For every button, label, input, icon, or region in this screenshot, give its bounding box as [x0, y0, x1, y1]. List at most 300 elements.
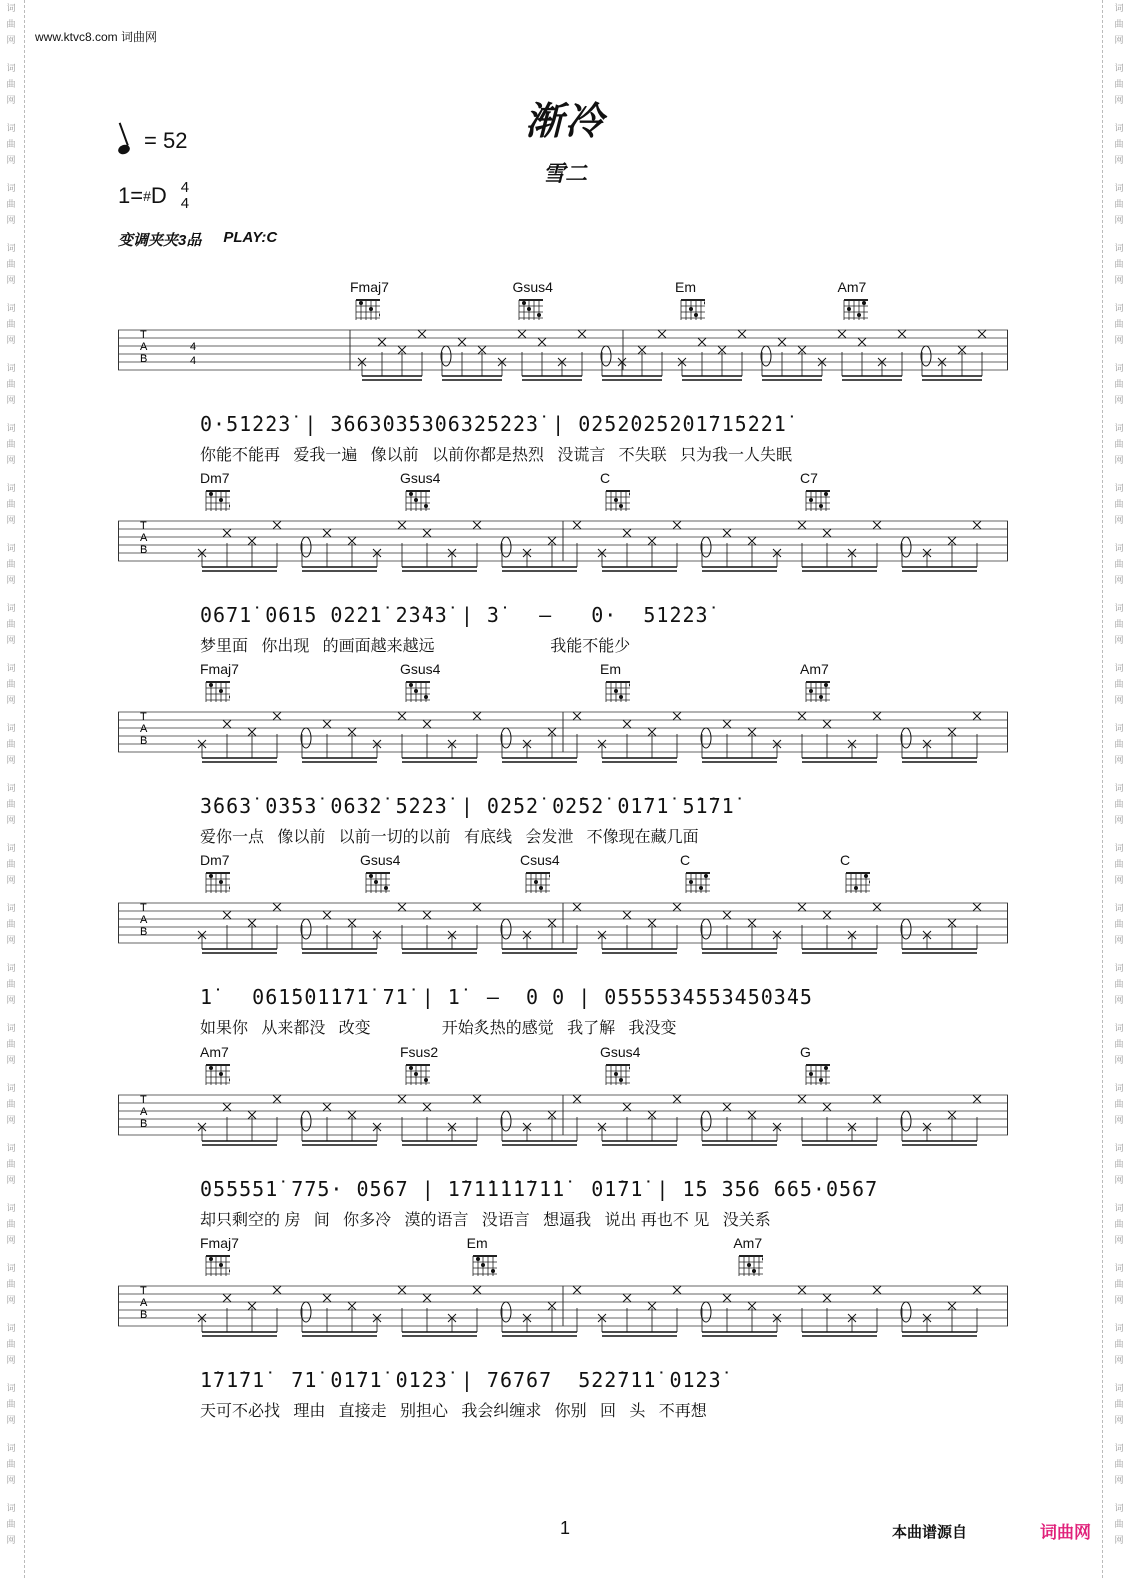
side-watermark-char: 曲	[6, 619, 16, 629]
tab-letter: A	[140, 532, 148, 544]
chord-diagram-icon	[842, 296, 868, 320]
side-watermark-char: 网	[1114, 1355, 1124, 1365]
tab-note-chord	[701, 1302, 711, 1322]
tab-staff	[118, 322, 1018, 422]
tab-staff	[118, 513, 1018, 613]
chord-diagram-icon	[604, 1061, 630, 1085]
side-watermark-char: 网	[6, 815, 16, 825]
side-watermark-group	[1114, 960, 1123, 1008]
side-watermark-char: 词	[6, 663, 16, 673]
tab-note-chord	[301, 1111, 311, 1131]
side-watermark-char: 网	[6, 1355, 16, 1365]
side-watermark-group	[6, 1200, 15, 1248]
side-watermark-group	[1114, 840, 1123, 888]
chord-name: C	[680, 852, 691, 868]
side-watermark-char: 词	[1114, 543, 1124, 553]
tab-note-chord	[301, 1302, 311, 1322]
side-watermark-char: 网	[1114, 95, 1124, 105]
side-watermark-group	[6, 1080, 15, 1128]
tab-note-chord	[701, 1111, 711, 1131]
side-watermark-char: 词	[6, 3, 16, 13]
tab-note-chord	[901, 1302, 911, 1322]
side-watermark-char: 词	[1114, 1503, 1124, 1513]
side-watermark-char: 词	[1114, 1263, 1124, 1273]
chord-name: Em	[600, 661, 621, 677]
side-watermark-char: 曲	[1114, 1399, 1124, 1409]
side-watermark-group	[1114, 900, 1123, 948]
side-watermark-group	[6, 240, 15, 288]
side-watermark-char: 曲	[6, 979, 16, 989]
chord-name: Am7	[200, 1044, 229, 1060]
capo-instruction	[118, 229, 277, 250]
time-bottom: 4	[180, 195, 190, 212]
chord-name: Em	[675, 279, 696, 295]
side-watermark-char: 词	[1114, 603, 1124, 613]
lyrics-line: 天可不必找 理由 直接走 别担心 我会纠缠求 你别 回 头 不再想	[200, 1403, 707, 1420]
side-watermark-group	[6, 600, 15, 648]
tab-note-chord	[501, 728, 511, 748]
side-watermark-group	[1114, 420, 1123, 468]
chord-name: Gsus4	[360, 852, 401, 868]
side-watermark-char: 词	[1114, 663, 1124, 673]
page-number: 1	[559, 1518, 570, 1538]
side-watermark-group	[1114, 540, 1123, 588]
tab-note-chord	[301, 537, 311, 557]
side-watermark-group	[6, 1320, 15, 1368]
side-watermark-group	[1114, 480, 1123, 528]
side-watermark-char: 词	[1114, 423, 1124, 433]
side-watermark-char: 词	[1114, 123, 1124, 133]
side-watermark-char: 词	[6, 423, 16, 433]
chord-diagram-icon	[804, 487, 830, 511]
side-watermark-char: 曲	[1114, 1339, 1124, 1349]
side-watermark-char: 网	[6, 875, 16, 885]
chord-name: Am7	[837, 279, 867, 295]
chord-name: Dm7	[200, 470, 230, 486]
side-watermark-char: 网	[6, 95, 16, 105]
side-watermark-char: 网	[6, 1175, 16, 1185]
side-watermark-group	[1114, 1380, 1123, 1428]
tempo-value: = 52	[144, 128, 188, 153]
chord-diagram-icon	[517, 296, 543, 320]
side-watermark-group	[6, 720, 15, 768]
lyrics-line: 爱你一点 像以前 以前一切的以前 有底线 会发泄 不像现在藏几面	[200, 829, 699, 846]
side-watermark-char: 词	[1114, 1083, 1124, 1093]
chord-diagram-icon	[804, 1061, 830, 1085]
side-watermark-group	[6, 780, 15, 828]
side-watermark-char: 曲	[6, 799, 16, 809]
chord-name: C	[840, 852, 851, 868]
side-watermark-group	[6, 300, 15, 348]
tab-note-chord	[501, 1302, 511, 1322]
tab-staff	[118, 1087, 1018, 1187]
tab-letter: A	[140, 914, 148, 926]
side-watermark-char: 网	[6, 1535, 16, 1545]
tab-note-chord	[441, 346, 451, 366]
side-watermark-char: 词	[1114, 363, 1124, 373]
chord-name: Am7	[800, 661, 829, 677]
side-watermark-char: 曲	[1114, 19, 1124, 29]
key-signature	[118, 180, 189, 212]
key-prefix: 1=	[118, 183, 144, 208]
tab-note-chord	[701, 919, 711, 939]
jianpu-notation: 1̇71̇71̇ 71̇ 01̇71̇ 01̇2̇3̇ | 76767 52̇2̇71̇1̇ 01̇2̇3̇	[200, 1368, 722, 1392]
side-watermark-char: 网	[6, 1055, 16, 1065]
tab-letter: T	[140, 329, 147, 341]
side-watermark-char: 网	[1114, 935, 1124, 945]
side-watermark-char: 曲	[6, 19, 16, 29]
side-watermark-char: 网	[6, 1475, 16, 1485]
side-watermark-char: 网	[1114, 635, 1124, 645]
side-watermark-char: 曲	[1114, 79, 1124, 89]
chord-diagram-icon	[737, 1252, 763, 1276]
lyrics-line: 如果你 从来都没 改变 开始炙热的感觉 我了解 我没变	[200, 1020, 677, 1037]
side-watermark-char: 曲	[1114, 1039, 1124, 1049]
side-watermark-char: 网	[1114, 275, 1124, 285]
jianpu-notation: 1̇ 061̇5̇01̇1̇71̇ 71̇ | 1̇ — 0 0 | 05555345534503̇45	[200, 985, 813, 1009]
side-watermark-char: 曲	[1114, 739, 1124, 749]
tab-letter: T	[140, 1285, 147, 1297]
side-watermark-char: 词	[6, 123, 16, 133]
side-watermark-group	[6, 1140, 15, 1188]
side-watermark-char: 词	[6, 603, 16, 613]
tab-staff	[118, 895, 1018, 995]
side-watermark-char: 曲	[6, 1519, 16, 1529]
side-watermark-char: 网	[6, 575, 16, 585]
chord-name: Fmaj7	[200, 1235, 239, 1251]
side-watermark-char: 词	[6, 963, 16, 973]
side-watermark-char: 网	[6, 1415, 16, 1425]
chord-diagram-icon	[204, 487, 230, 511]
side-watermark-char: 词	[1114, 1143, 1124, 1153]
side-watermark-char: 网	[1114, 1295, 1124, 1305]
side-watermark-char: 词	[6, 1083, 16, 1093]
side-watermark-char: 词	[1114, 303, 1124, 313]
side-watermark-char: 词	[6, 1323, 16, 1333]
tab-note-chord	[761, 346, 771, 366]
side-watermark-char: 曲	[6, 1039, 16, 1049]
side-watermark-group	[1114, 1320, 1123, 1368]
side-watermark-char: 曲	[6, 319, 16, 329]
chord-diagram-icon	[679, 296, 705, 320]
chord-diagram-icon	[204, 869, 230, 893]
side-watermark-char: 网	[6, 455, 16, 465]
side-watermark-char: 词	[1114, 243, 1124, 253]
side-watermark-char: 词	[6, 363, 16, 373]
side-watermark-char: 曲	[1114, 1519, 1124, 1529]
chord-diagram-icon	[684, 869, 710, 893]
side-watermark-char: 网	[1114, 1415, 1124, 1425]
left-watermark-column	[2, 0, 20, 1578]
side-watermark-char: 词	[1114, 483, 1124, 493]
chord-name: Am7	[733, 1235, 763, 1251]
chord-diagram-icon	[204, 1252, 230, 1276]
tab-letter: A	[140, 1106, 148, 1118]
side-watermark-char: 曲	[1114, 439, 1124, 449]
side-watermark-char: 词	[6, 843, 16, 853]
time-sig-mark: 4	[190, 341, 197, 353]
chord-name: C7	[800, 470, 818, 486]
tab-letter: A	[140, 1297, 148, 1309]
side-watermark-char: 网	[1114, 695, 1124, 705]
side-watermark-char: 曲	[1114, 139, 1124, 149]
chord-name: Gsus4	[400, 661, 441, 677]
side-watermark-char: 网	[6, 335, 16, 345]
side-watermark-char: 曲	[1114, 1459, 1124, 1469]
tab-note-chord	[901, 537, 911, 557]
side-watermark-char: 词	[6, 1383, 16, 1393]
side-watermark-char: 曲	[1114, 1279, 1124, 1289]
chord-diagram-icon	[354, 296, 380, 320]
side-watermark-char: 曲	[6, 1459, 16, 1469]
side-watermark-char: 词	[6, 783, 16, 793]
side-watermark-char: 词	[6, 1143, 16, 1153]
side-watermark-char: 词	[6, 183, 16, 193]
time-signature	[181, 180, 189, 212]
side-watermark-char: 词	[1114, 3, 1124, 13]
chord-diagram-icon	[844, 869, 870, 893]
side-watermark-group	[6, 360, 15, 408]
side-watermark-group	[1114, 1080, 1123, 1128]
key-note: D	[150, 183, 167, 208]
side-watermark-char: 词	[6, 303, 16, 313]
side-watermark-group	[1114, 1440, 1123, 1488]
side-watermark-char: 曲	[6, 1219, 16, 1229]
side-watermark-char: 词	[1114, 723, 1124, 733]
tab-letter: B	[140, 926, 148, 938]
side-watermark-char: 曲	[1114, 499, 1124, 509]
side-watermark-char: 曲	[6, 1099, 16, 1109]
side-watermark-char: 曲	[6, 859, 16, 869]
side-watermark-group	[1114, 1140, 1123, 1188]
side-watermark-char: 曲	[6, 1399, 16, 1409]
side-watermark-char: 曲	[6, 139, 16, 149]
play-key: PLAY:C	[223, 229, 278, 246]
side-watermark-char: 网	[6, 35, 16, 45]
side-watermark-group	[1114, 780, 1123, 828]
side-watermark-char: 词	[1114, 843, 1124, 853]
tempo-marking	[118, 128, 187, 154]
tab-letter: A	[140, 341, 148, 353]
side-watermark-char: 网	[1114, 1475, 1124, 1485]
side-watermark-char: 曲	[1114, 619, 1124, 629]
side-watermark-char: 网	[1114, 875, 1124, 885]
sharp-sign: #	[143, 188, 151, 204]
chord-name: Gsus4	[600, 1044, 641, 1060]
side-watermark-char: 词	[6, 1203, 16, 1213]
side-watermark-char: 词	[1114, 903, 1124, 913]
chord-name: Fmaj7	[350, 279, 389, 295]
right-watermark-column	[1110, 0, 1128, 1578]
side-watermark-char: 网	[6, 1115, 16, 1125]
jianpu-notation: 3̇663̇ 03̇53̇ 063̇2̇ 5̇2̇2̇3̇ | 02̇52̇ 02̇52̇ 01̇71̇ 5̇1̇71̇	[200, 794, 735, 818]
side-watermark-char: 词	[1114, 1443, 1124, 1453]
side-watermark-char: 词	[6, 543, 16, 553]
side-watermark-char: 词	[6, 1443, 16, 1453]
tab-letter: T	[140, 902, 147, 914]
tab-letter: B	[140, 735, 148, 747]
side-watermark-char: 曲	[1114, 1219, 1124, 1229]
side-watermark-char: 曲	[6, 499, 16, 509]
side-watermark-char: 曲	[1114, 559, 1124, 569]
side-watermark-char: 词	[6, 63, 16, 73]
tab-letter: B	[140, 353, 148, 365]
tab-note-chord	[921, 346, 931, 366]
side-watermark-group	[1114, 0, 1123, 48]
tab-letter: B	[140, 1309, 148, 1321]
side-watermark-char: 曲	[6, 739, 16, 749]
chord-diagram-icon	[604, 678, 630, 702]
chord-diagram-icon	[204, 1061, 230, 1085]
side-watermark-char: 词	[1114, 183, 1124, 193]
tab-note-chord	[901, 919, 911, 939]
side-watermark-char: 网	[1114, 1235, 1124, 1245]
side-watermark-group	[1114, 600, 1123, 648]
side-watermark-char: 网	[6, 215, 16, 225]
side-watermark-char: 网	[1114, 335, 1124, 345]
chord-diagram-icon	[524, 869, 550, 893]
side-watermark-char: 曲	[6, 1339, 16, 1349]
side-watermark-char: 词	[1114, 783, 1124, 793]
side-watermark-char: 词	[1114, 1323, 1124, 1333]
capo-text: 变调夹夹3品	[118, 232, 202, 249]
side-watermark-char: 网	[1114, 1115, 1124, 1125]
chord-diagram-icon	[404, 487, 430, 511]
tab-note-chord	[601, 346, 611, 366]
side-watermark-group	[6, 1380, 15, 1428]
side-watermark-group	[6, 480, 15, 528]
side-watermark-group	[6, 1440, 15, 1488]
quarter-note-icon	[117, 143, 131, 156]
side-watermark-group	[6, 660, 15, 708]
side-watermark-char: 网	[6, 755, 16, 765]
side-watermark-char: 网	[6, 995, 16, 1005]
side-watermark-char: 词	[6, 243, 16, 253]
side-watermark-char: 网	[6, 395, 16, 405]
side-watermark-char: 网	[1114, 455, 1124, 465]
site-watermark: www.ktvc8.com 词曲网	[35, 30, 158, 44]
side-watermark-char: 网	[1114, 35, 1124, 45]
tab-letter: T	[140, 520, 147, 532]
side-watermark-char: 网	[1114, 1055, 1124, 1065]
chord-diagram-icon	[471, 1252, 497, 1276]
side-watermark-group	[6, 540, 15, 588]
side-watermark-char: 曲	[1114, 859, 1124, 869]
side-watermark-char: 网	[6, 275, 16, 285]
tab-note-chord	[901, 728, 911, 748]
side-watermark-char: 曲	[6, 439, 16, 449]
side-watermark-char: 曲	[1114, 919, 1124, 929]
side-watermark-char: 网	[6, 635, 16, 645]
time-top: 4	[180, 179, 190, 196]
side-watermark-group	[1114, 1200, 1123, 1248]
side-watermark-char: 词	[6, 483, 16, 493]
side-watermark-char: 网	[1114, 1175, 1124, 1185]
chord-name: G	[800, 1044, 811, 1060]
tab-note-chord	[901, 1111, 911, 1131]
side-watermark-char: 网	[1114, 155, 1124, 165]
side-watermark-char: 曲	[6, 679, 16, 689]
side-watermark-char: 网	[1114, 515, 1124, 525]
side-watermark-group	[6, 1020, 15, 1068]
side-watermark-char: 网	[6, 155, 16, 165]
side-watermark-group	[6, 1260, 15, 1308]
tab-letter: B	[140, 544, 148, 556]
chord-name: Csus4	[520, 852, 560, 868]
side-watermark-group	[1114, 360, 1123, 408]
side-watermark-char: 曲	[6, 259, 16, 269]
side-watermark-group	[1114, 1020, 1123, 1068]
tab-note-chord	[701, 728, 711, 748]
side-watermark-char: 词	[1114, 963, 1124, 973]
tab-note-chord	[301, 728, 311, 748]
side-watermark-char: 曲	[6, 1279, 16, 1289]
side-watermark-char: 曲	[1114, 799, 1124, 809]
side-watermark-char: 网	[1114, 755, 1124, 765]
side-watermark-char: 词	[1114, 63, 1124, 73]
side-watermark-group	[1114, 300, 1123, 348]
chord-diagram-icon	[804, 678, 830, 702]
side-watermark-char: 网	[1114, 815, 1124, 825]
lyrics-line: 梦里面 你出现 的画面越来越远 我能不能少	[200, 638, 631, 655]
side-watermark-char: 词	[1114, 1203, 1124, 1213]
lyrics-line: 你能不能再 爱我一遍 像以前 以前你都是热烈 没谎言 不失联 只为我一人失眠	[200, 447, 793, 464]
chord-diagram-icon	[604, 487, 630, 511]
tab-staff	[118, 704, 1018, 804]
song-title: 渐冷	[524, 101, 605, 143]
chord-name: C	[600, 470, 611, 486]
side-watermark-group	[1114, 240, 1123, 288]
side-watermark-char: 曲	[1114, 259, 1124, 269]
side-watermark-char: 曲	[6, 559, 16, 569]
side-watermark-char: 网	[6, 935, 16, 945]
side-watermark-char: 曲	[1114, 1099, 1124, 1109]
tab-letter: A	[140, 723, 148, 735]
side-watermark-group	[1114, 720, 1123, 768]
side-watermark-char: 词	[1114, 1023, 1124, 1033]
side-watermark-char: 网	[6, 695, 16, 705]
side-watermark-char: 网	[6, 1295, 16, 1305]
chord-diagram-icon	[204, 678, 230, 702]
side-watermark-char: 网	[6, 515, 16, 525]
side-watermark-char: 网	[1114, 215, 1124, 225]
side-watermark-char: 词	[6, 1503, 16, 1513]
side-watermark-char: 词	[1114, 1383, 1124, 1393]
chord-diagram-icon	[404, 1061, 430, 1085]
side-watermark-char: 曲	[1114, 319, 1124, 329]
side-watermark-char: 曲	[1114, 1159, 1124, 1169]
tab-letter: T	[140, 711, 147, 723]
tab-letter: T	[140, 1094, 147, 1106]
side-watermark-char: 网	[1114, 395, 1124, 405]
brand-logo: 词曲网	[1040, 1523, 1091, 1542]
side-watermark-char: 词	[6, 1263, 16, 1273]
jianpu-notation: 055551̇ 775· 0567 | 1̇71̇1̇1̇1̇71̇1̇ 01̇71̇ | 1̇5 356 665·0567	[200, 1177, 879, 1201]
tab-note-chord	[701, 537, 711, 557]
side-watermark-char: 曲	[1114, 979, 1124, 989]
side-watermark-char: 曲	[6, 79, 16, 89]
tab-note-chord	[301, 919, 311, 939]
chord-diagram-icon	[404, 678, 430, 702]
chord-diagram-icon	[364, 869, 390, 893]
time-sig-mark: 4	[190, 355, 197, 367]
chord-name: Gsus4	[400, 470, 441, 486]
chord-name: Fmaj7	[200, 661, 239, 677]
artist-name: 雪二	[542, 161, 587, 186]
side-watermark-group	[6, 0, 15, 48]
jianpu-notation: 0671̇ 061̇5 02̇2̇1̇ 2̇3̇43̇ | 3̇ — 0· 51̇2̇2̇3̇	[200, 603, 709, 627]
chord-name: Gsus4	[512, 279, 553, 295]
